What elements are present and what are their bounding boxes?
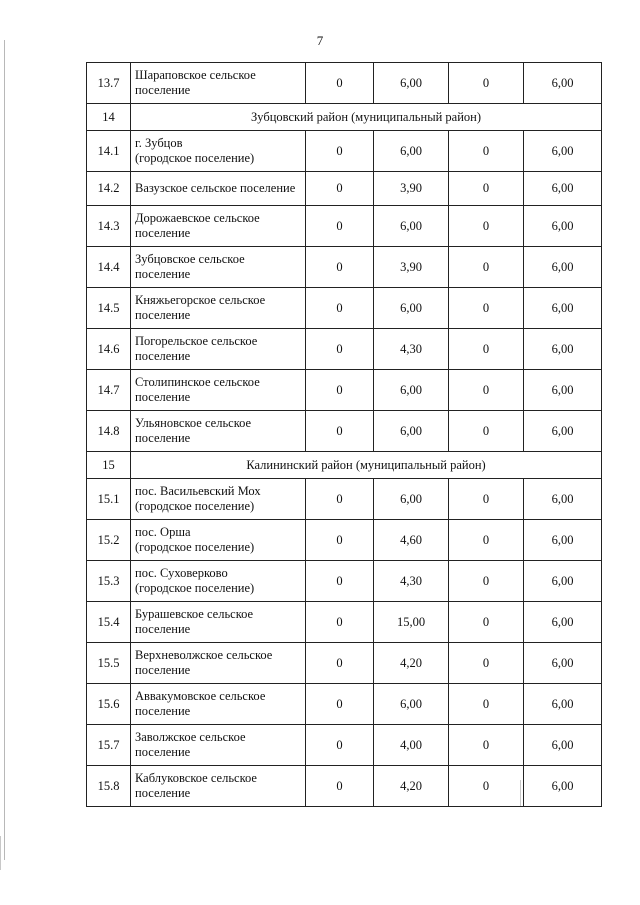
settlement-name-line: поселение: [135, 704, 191, 718]
value-cell-v2: 6,00: [374, 288, 449, 329]
settlement-name: [131, 206, 306, 247]
settlement-name: [131, 479, 306, 520]
value-cell-v4: 6,00: [524, 411, 602, 452]
value-cell-v3: 0: [449, 63, 524, 104]
value-cell-v1: 0: [306, 643, 374, 684]
value-cell-v3: 0: [449, 131, 524, 172]
settlement-name: [131, 602, 306, 643]
table-row: [87, 602, 602, 643]
table-row: [87, 172, 602, 206]
table-row: [87, 479, 602, 520]
value-cell-v1: 0: [306, 561, 374, 602]
value-cell-v4: 6,00: [524, 206, 602, 247]
table-row: [87, 561, 602, 602]
row-number: 15.2: [87, 520, 131, 561]
settlement-name-line: (городское поселение): [135, 151, 255, 165]
settlement-name-line: Княжьегорское сельское: [135, 293, 266, 307]
settlement-name-line: Погорельское сельское: [135, 334, 258, 348]
value-cell-v4: 6,00: [524, 643, 602, 684]
settlement-name-line: поселение: [135, 745, 191, 759]
section-row: [87, 104, 602, 131]
value-cell-v3: 0: [449, 479, 524, 520]
value-cell-v4: 6,00: [524, 766, 602, 807]
table-row: [87, 247, 602, 288]
settlement-name: [131, 766, 306, 807]
settlement-name-line: Шараповское сельское: [135, 68, 256, 82]
value-cell-v3: 0: [449, 602, 524, 643]
settlement-name-line: пос. Васильевский Мох: [135, 484, 261, 498]
value-cell-v4: 6,00: [524, 247, 602, 288]
value-cell-v1: 0: [306, 370, 374, 411]
settlement-name: [131, 370, 306, 411]
settlement-name: [131, 561, 306, 602]
settlement-name: [131, 643, 306, 684]
value-cell-v1: 0: [306, 479, 374, 520]
settlement-name-line: поселение: [135, 431, 191, 445]
row-number: 14.7: [87, 370, 131, 411]
settlement-name-line: поселение: [135, 349, 191, 363]
value-cell-v3: 0: [449, 643, 524, 684]
row-number: 15.3: [87, 561, 131, 602]
table-row: [87, 725, 602, 766]
value-cell-v4: 6,00: [524, 288, 602, 329]
row-number: 15.6: [87, 684, 131, 725]
table-row: [87, 684, 602, 725]
value-cell-v4: 6,00: [524, 725, 602, 766]
value-cell-v2: 15,00: [374, 602, 449, 643]
data-table: [86, 62, 602, 807]
value-cell-v3: 0: [449, 206, 524, 247]
row-number: 14.6: [87, 329, 131, 370]
value-cell-v2: 6,00: [374, 370, 449, 411]
value-cell-v2: 6,00: [374, 479, 449, 520]
value-cell-v4: 6,00: [524, 684, 602, 725]
value-cell-v3: 0: [449, 520, 524, 561]
value-cell-v1: 0: [306, 520, 374, 561]
table-row: [87, 63, 602, 104]
value-cell-v1: 0: [306, 684, 374, 725]
table-row: [87, 520, 602, 561]
settlement-name: [131, 131, 306, 172]
value-cell-v1: 0: [306, 131, 374, 172]
value-cell-v2: 4,20: [374, 643, 449, 684]
settlement-name-line: Заволжское сельское: [135, 730, 246, 744]
settlement-name: [131, 725, 306, 766]
value-cell-v4: 6,00: [524, 561, 602, 602]
value-cell-v3: 0: [449, 684, 524, 725]
value-cell-v1: 0: [306, 288, 374, 329]
value-cell-v2: 4,20: [374, 766, 449, 807]
row-number: 14.1: [87, 131, 131, 172]
settlement-name-line: Бурашевское сельское: [135, 607, 254, 621]
value-cell-v4: 6,00: [524, 329, 602, 370]
value-cell-v3: 0: [449, 247, 524, 288]
table-row: [87, 411, 602, 452]
value-cell-v2: 4,30: [374, 329, 449, 370]
value-cell-v4: 6,00: [524, 602, 602, 643]
settlement-name: [131, 520, 306, 561]
settlement-name-line: поселение: [135, 83, 191, 97]
value-cell-v4: 6,00: [524, 479, 602, 520]
row-number: 15.7: [87, 725, 131, 766]
value-cell-v1: 0: [306, 766, 374, 807]
value-cell-v3: 0: [449, 766, 524, 807]
value-cell-v2: 4,30: [374, 561, 449, 602]
settlement-name-line: пос. Суховерково: [135, 566, 228, 580]
table-row: [87, 370, 602, 411]
settlement-name-line: пос. Орша: [135, 525, 191, 539]
value-cell-v1: 0: [306, 411, 374, 452]
value-cell-v2: 6,00: [374, 63, 449, 104]
settlement-name-line: Столипинское сельское: [135, 375, 260, 389]
value-cell-v1: 0: [306, 329, 374, 370]
row-number: 14: [87, 104, 131, 131]
value-cell-v2: 6,00: [374, 206, 449, 247]
section-row: [87, 452, 602, 479]
settlement-name-line: Дорожаевское сельское: [135, 211, 260, 225]
settlement-name-line: поселение: [135, 267, 191, 281]
value-cell-v2: 3,90: [374, 247, 449, 288]
row-number: 14.5: [87, 288, 131, 329]
settlement-name-line: поселение: [135, 308, 191, 322]
value-cell-v3: 0: [449, 172, 524, 206]
settlement-name-line: поселение: [135, 663, 191, 677]
settlement-name: [131, 411, 306, 452]
value-cell-v1: 0: [306, 247, 374, 288]
settlement-name-line: поселение: [135, 390, 191, 404]
settlement-name-line: поселение: [135, 226, 191, 240]
settlement-name-line: г. Зубцов: [135, 136, 183, 150]
value-cell-v1: 0: [306, 63, 374, 104]
table-row: [87, 131, 602, 172]
row-number: 14.2: [87, 172, 131, 206]
value-cell-v2: 6,00: [374, 131, 449, 172]
scan-artifact: [0, 836, 1, 870]
value-cell-v2: 6,00: [374, 684, 449, 725]
scan-left-edge: [4, 40, 5, 860]
row-number: 14.8: [87, 411, 131, 452]
value-cell-v4: 6,00: [524, 63, 602, 104]
settlement-name: [131, 247, 306, 288]
settlement-name: [131, 684, 306, 725]
value-cell-v4: 6,00: [524, 520, 602, 561]
row-number: 13.7: [87, 63, 131, 104]
table-row: [87, 288, 602, 329]
table-row: [87, 206, 602, 247]
settlement-name-line: Вазузское сельское поселение: [135, 181, 296, 195]
section-title: Зубцовский район (муниципальный район): [131, 104, 602, 131]
value-cell-v1: 0: [306, 172, 374, 206]
value-cell-v3: 0: [449, 411, 524, 452]
settlement-name-line: (городское поселение): [135, 540, 255, 554]
value-cell-v3: 0: [449, 370, 524, 411]
row-number: 15.5: [87, 643, 131, 684]
value-cell-v1: 0: [306, 206, 374, 247]
value-cell-v2: 4,00: [374, 725, 449, 766]
row-number: 15.4: [87, 602, 131, 643]
page-number: 7: [316, 33, 324, 48]
row-number: 14.4: [87, 247, 131, 288]
settlement-name-line: Ульяновское сельское: [135, 416, 252, 430]
settlement-name-line: поселение: [135, 622, 191, 636]
value-cell-v2: 6,00: [374, 411, 449, 452]
table-row: [87, 643, 602, 684]
settlement-name-line: (городское поселение): [135, 581, 255, 595]
value-cell-v3: 0: [449, 725, 524, 766]
table-row: [87, 329, 602, 370]
settlement-name: [131, 63, 306, 104]
value-cell-v4: 6,00: [524, 370, 602, 411]
row-number: 15: [87, 452, 131, 479]
row-number: 14.3: [87, 206, 131, 247]
value-cell-v2: 4,60: [374, 520, 449, 561]
value-cell-v3: 0: [449, 329, 524, 370]
settlement-name: [131, 329, 306, 370]
row-number: 15.8: [87, 766, 131, 807]
value-cell-v1: 0: [306, 725, 374, 766]
table-row: [87, 766, 602, 807]
settlement-name: [131, 172, 306, 206]
value-cell-v3: 0: [449, 561, 524, 602]
settlement-name-line: Зубцовское сельское: [135, 252, 245, 266]
settlement-name-line: Верхневолжское сельское: [135, 648, 273, 662]
section-title: Калининский район (муниципальный район): [131, 452, 602, 479]
settlement-name: [131, 288, 306, 329]
settlement-name-line: поселение: [135, 786, 191, 800]
value-cell-v4: 6,00: [524, 131, 602, 172]
value-cell-v1: 0: [306, 602, 374, 643]
row-number: 15.1: [87, 479, 131, 520]
settlement-name-line: Аввакумовское сельское: [135, 689, 266, 703]
settlement-name-line: (городское поселение): [135, 499, 255, 513]
settlement-name-line: Каблуковское сельское: [135, 771, 257, 785]
value-cell-v4: 6,00: [524, 172, 602, 206]
value-cell-v2: 3,90: [374, 172, 449, 206]
value-cell-v3: 0: [449, 288, 524, 329]
